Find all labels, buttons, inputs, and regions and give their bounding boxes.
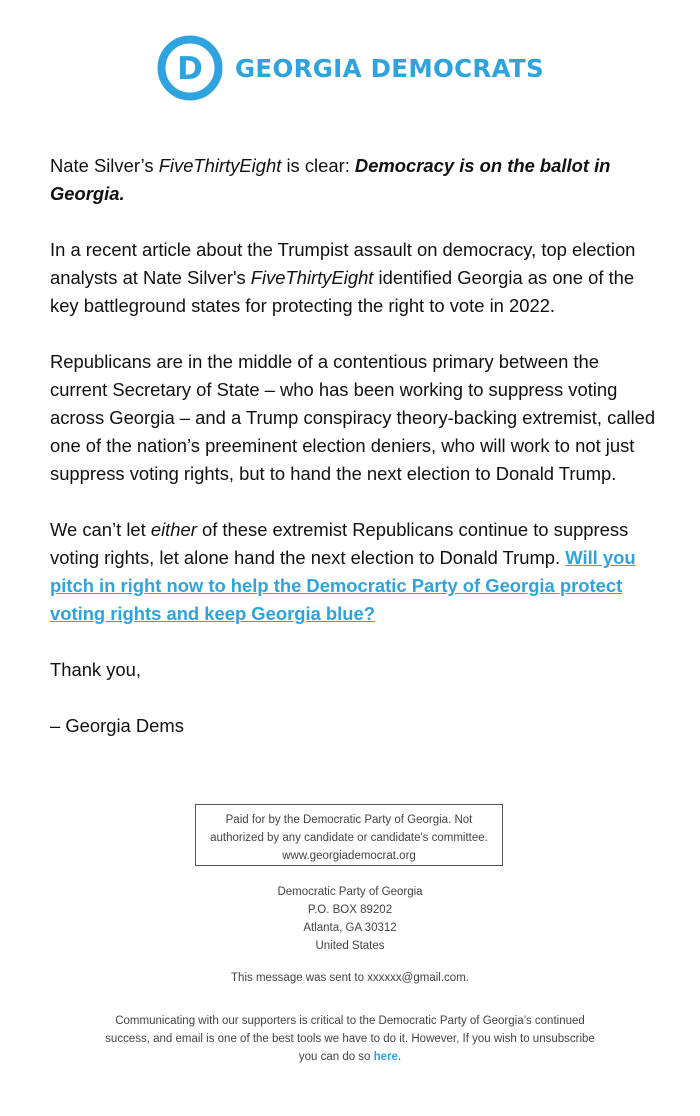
- svg-text:D: D: [177, 51, 203, 87]
- paid-for-disclaimer: Paid for by the Democratic Party of Georgia. Not authorized by any candidate or candidate's committee. www.georgiademocrat.org: [195, 804, 503, 866]
- headline-emphasis: Democracy is on the ballot in Georgia.: [50, 155, 611, 204]
- mailing-address: Democratic Party of Georgia P.O. BOX 89202 Atlanta, GA 30312 United States: [277, 886, 423, 952]
- paragraph-article: In a recent article about the Trumpist assault on democracy, top election analysts at Nate Silver's FiveThirtyEight identified Georgia as one of the key battleground states for protecting the right to vote in 2022.: [50, 239, 636, 316]
- paragraph-republicans: Republicans are in the middle of a contentious primary between the current Secretary of State – who has been working to suppress voting across Georgia – and a Trump conspiracy theory-backing extremist, called one of the nation’s preeminent election deniers, who will work to not just suppress voting rights, but to hand the next election to Donald Trump.: [50, 351, 656, 484]
- signature: – Georgia Dems: [50, 715, 184, 736]
- sent-to-notice: This message was sent to xxxxxx@gmail.com.: [231, 972, 469, 984]
- unsubscribe-notice: Communicating with our supporters is critical to the Democratic Party of Georgia’s continued success, and email is one of the best tools we have to do it. However, If you wish to unsubscribe you can do so here.: [105, 1015, 595, 1063]
- email-body: [50, 152, 660, 768]
- democrats-logo-icon[interactable]: [157, 35, 223, 101]
- thanks-text: Thank you,: [50, 659, 141, 680]
- paragraph-intro: Nate Silver’s FiveThirtyEight is clear: Democracy is on the ballot in Georgia.: [50, 155, 611, 204]
- header: [157, 35, 544, 101]
- logo-wordmark[interactable]: GEORGIA DEMOCRATS: [235, 53, 544, 83]
- unsubscribe-link[interactable]: here: [373, 1051, 398, 1063]
- donate-link[interactable]: Will you pitch in right now to help the Democratic Party of Georgia protect voting rights and keep Georgia blue?: [50, 547, 636, 624]
- paragraph-call-to-action: We can’t let either of these extremist Republicans continue to suppress voting rights, let alone hand the next election to Donald Trump. Will you pitch in right now to help the Democratic Party of Georgia protect voting rights and keep Georgia blue?: [50, 519, 636, 624]
